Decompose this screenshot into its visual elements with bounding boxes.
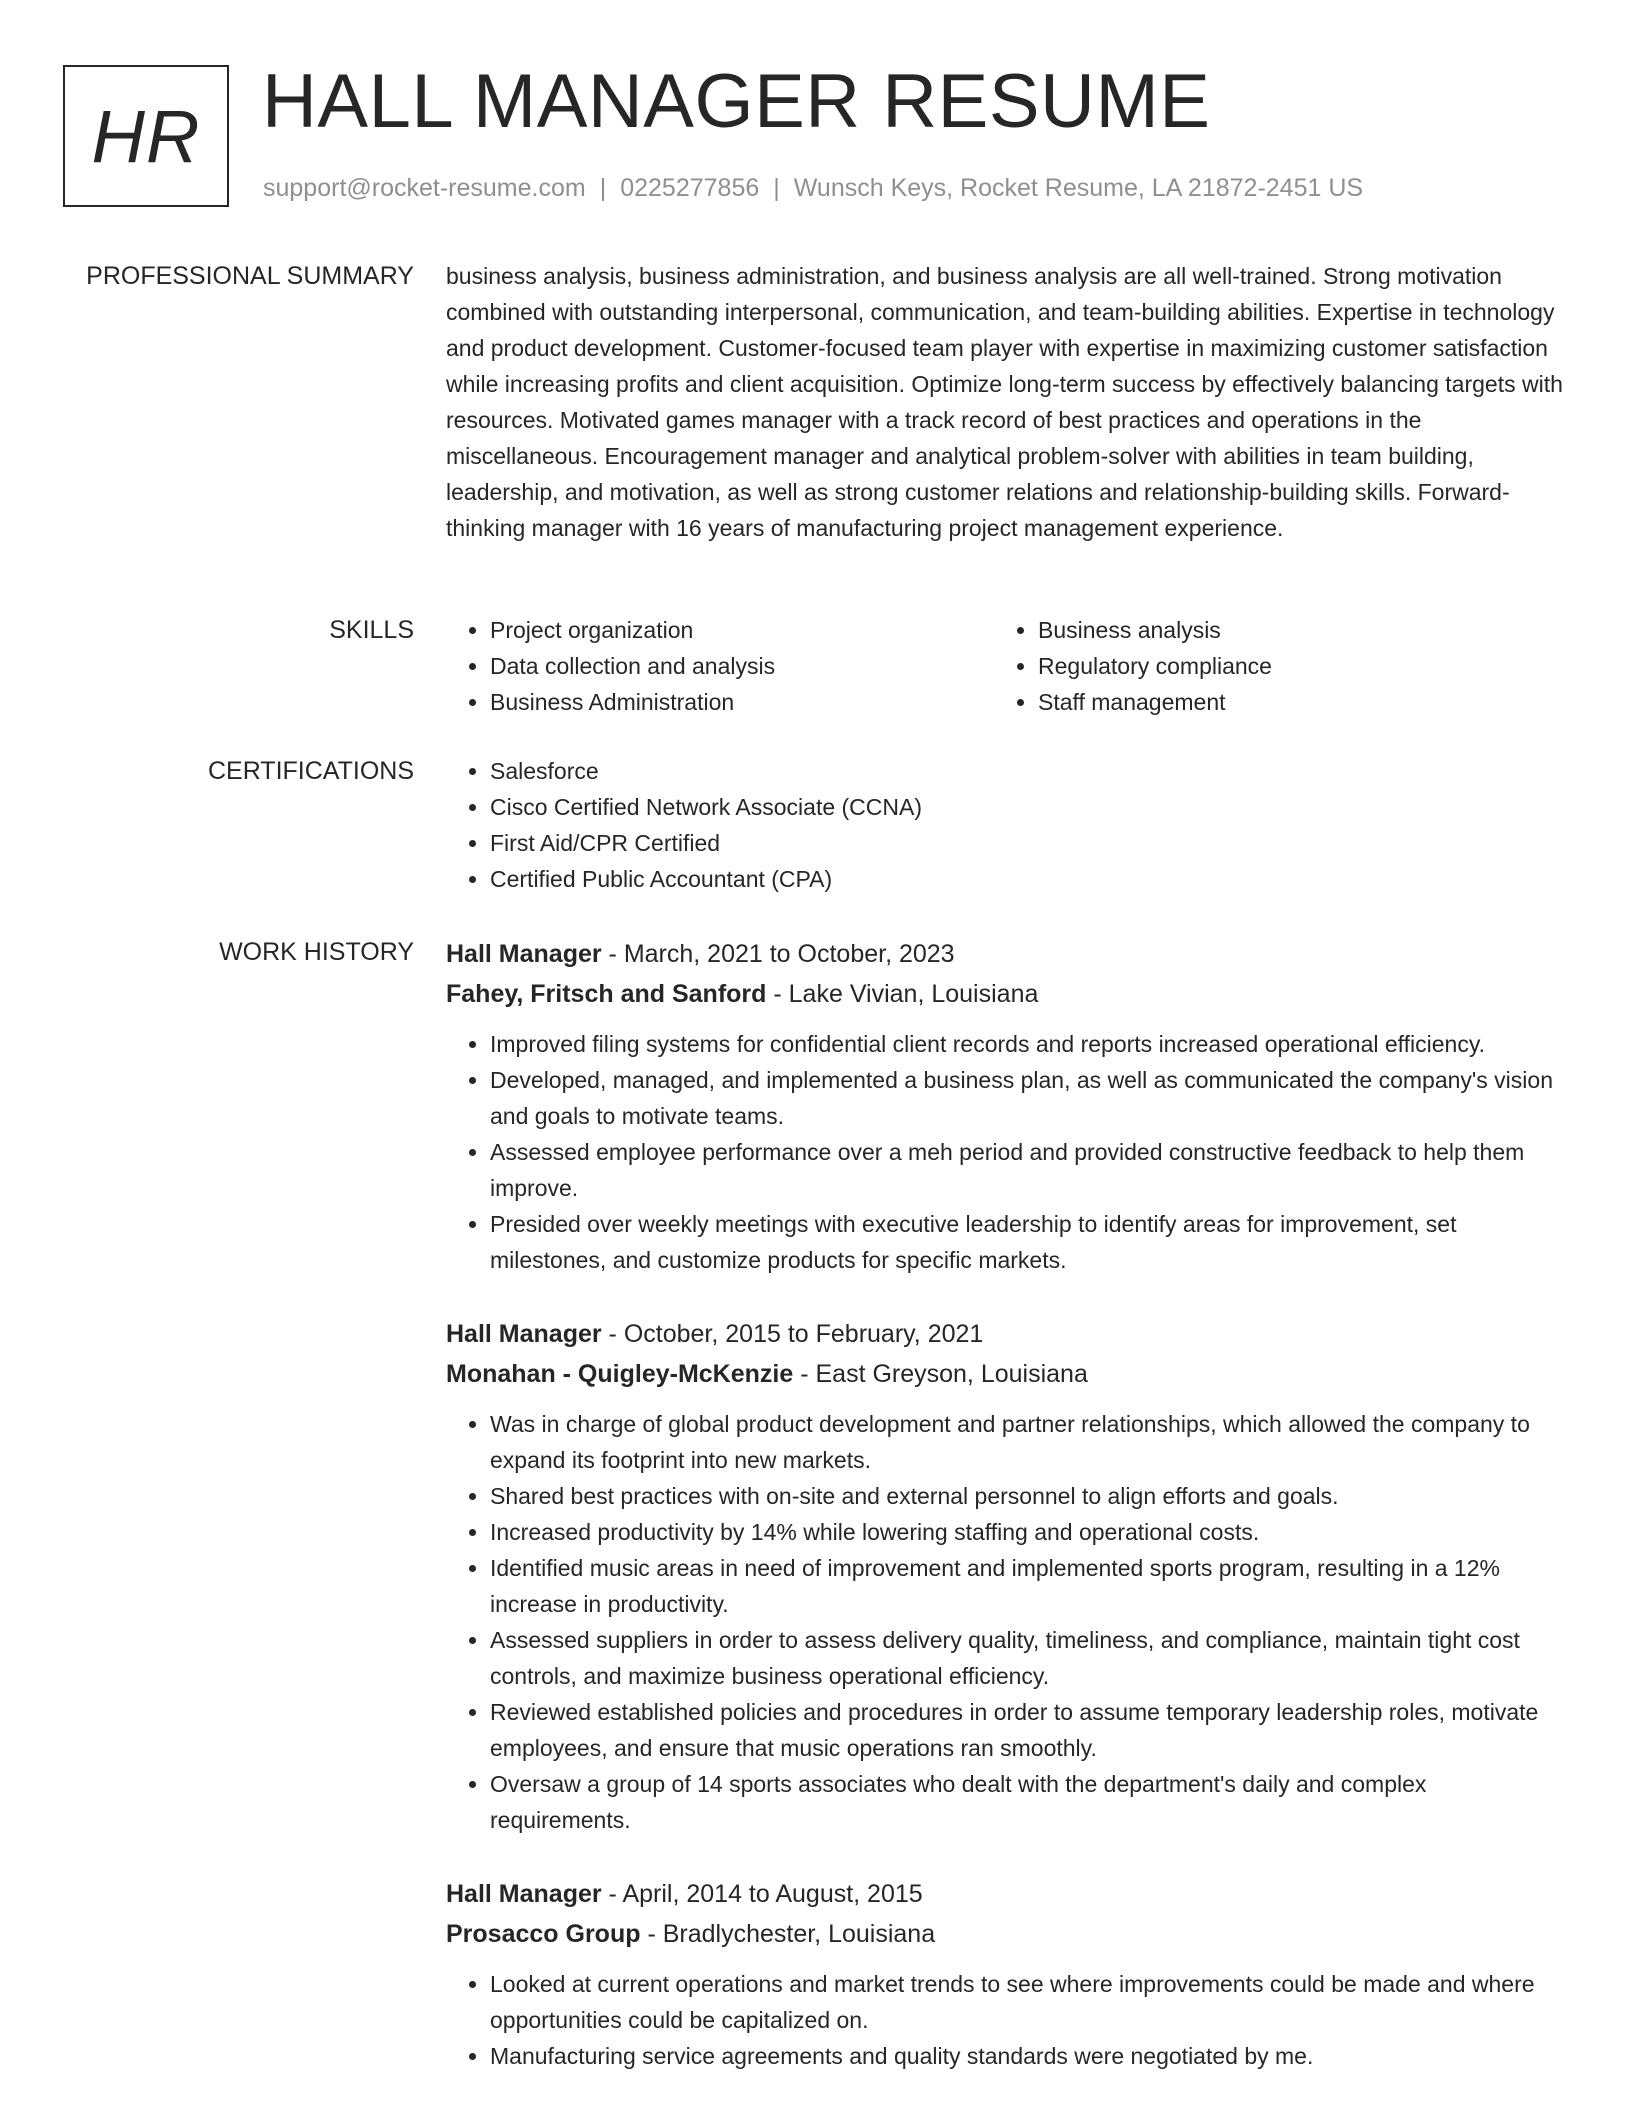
dash: - <box>601 1880 623 1908</box>
skill-item: • Staff management <box>1038 684 1542 720</box>
contact-phone[interactable]: 0225277856 <box>620 174 760 202</box>
skill-item: • Data collection and analysis <box>490 648 994 684</box>
skill-item: • Business Administration <box>490 684 994 720</box>
work-history-body <box>446 934 1566 2110</box>
job-bullet: • Manufacturing service agreements and quality standards were negotiated by me. <box>490 2038 1566 2074</box>
job-company: Prosacco Group <box>446 1920 641 1948</box>
job-bullet: • Assessed suppliers in order to assess delivery quality, timeliness, and compliance, maintain tight cost controls, and maximize business operational efficiency. <box>490 1622 1566 1694</box>
job-role-line <box>446 934 1566 974</box>
skill-item: • Regulatory compliance <box>1038 648 1542 684</box>
skills-grid <box>446 612 1566 720</box>
contact-separator: | <box>599 174 607 202</box>
job-dates: October, 2015 to February, 2021 <box>623 1320 984 1348</box>
certification-item: • Salesforce <box>490 753 1566 789</box>
job-entry <box>446 1314 1566 1838</box>
certification-item: • Certified Public Accountant (CPA) <box>490 861 1566 897</box>
certification-item: • First Aid/CPR Certified <box>490 825 1566 861</box>
dash: - <box>766 980 789 1008</box>
job-company: Monahan - Quigley-McKenzie <box>446 1360 794 1388</box>
job-company-line <box>446 1914 1566 1954</box>
job-role: Hall Manager <box>446 1880 602 1908</box>
contact-address: Wunsch Keys, Rocket Resume, LA 21872-2451 US <box>793 174 1364 202</box>
job-bullet: • Assessed employee performance over a meh period and provided constructive feedback to help them improve. <box>490 1134 1566 1206</box>
skills-heading: SKILLS <box>329 616 414 644</box>
job-company-line <box>446 974 1566 1014</box>
job-bullet: • Improved filing systems for confidential client records and reports increased operational efficiency. <box>490 1026 1566 1062</box>
job-role: Hall Manager <box>446 940 602 968</box>
job-company: Fahey, Fritsch and Sanford <box>446 980 767 1008</box>
job-bullets <box>446 1026 1566 1278</box>
job-dates: March, 2021 to October, 2023 <box>623 940 955 968</box>
dash: - <box>601 1320 624 1348</box>
job-role: Hall Manager <box>446 1320 602 1348</box>
job-bullet: • Increased productivity by 14% while lowering staffing and operational costs. <box>490 1514 1566 1550</box>
certifications-body <box>446 753 1566 897</box>
job-location: Bradlychester, Louisiana <box>662 1920 936 1948</box>
job-location: Lake Vivian, Louisiana <box>788 980 1039 1008</box>
job-entry <box>446 1874 1566 2074</box>
skills-body <box>446 612 1566 720</box>
certifications-list <box>446 753 1566 897</box>
job-role-line <box>446 1874 1566 1914</box>
job-entry <box>446 934 1566 1278</box>
summary-body <box>446 258 1566 546</box>
certifications-heading: CERTIFICATIONS <box>207 757 414 785</box>
job-bullet: • Developed, managed, and implemented a business plan, as well as communicated the company's vision and goals to motivate teams. <box>490 1062 1566 1134</box>
job-bullet: • Looked at current operations and market trends to see where improvements could be made and where opportunities could be capitalized on. <box>490 1966 1566 2038</box>
dash: - <box>601 940 624 968</box>
summary-heading: PROFESSIONAL SUMMARY <box>86 262 414 290</box>
skills-list-left <box>446 612 994 720</box>
job-bullet: • Reviewed established policies and procedures in order to assume temporary leadership roles, motivate employees, and ensure that music operations ran smoothly. <box>490 1694 1566 1766</box>
dash: - <box>793 1360 816 1388</box>
skill-item: • Project organization <box>490 612 994 648</box>
job-location: East Greyson, Louisiana <box>815 1360 1088 1388</box>
skills-list-right <box>994 612 1542 720</box>
dash: - <box>640 1920 663 1948</box>
certification-item: • Cisco Certified Network Associate (CCNA) <box>490 789 1566 825</box>
skill-item: • Business analysis <box>1038 612 1542 648</box>
job-dates: April, 2014 to August, 2015 <box>622 1880 923 1908</box>
job-role-line <box>446 1314 1566 1354</box>
contact-line <box>263 174 1363 203</box>
resume-title: HALL MANAGER RESUME <box>262 59 1211 144</box>
job-bullet: • Was in charge of global product development and partner relationships, which allowed the company to expand its footprint into new markets. <box>490 1406 1566 1478</box>
contact-email[interactable]: support@rocket-resume.com <box>263 174 586 202</box>
summary-text: business analysis, business administration, and business analysis are all well-trained. Strong motivation combined with outstanding interpersonal, communication, and team-building abilities. Expertise in technology and product development. Customer-focused team player with expertise in maximizing customer satisfaction while increasing profits and client acquisition. Optimize long-term success by effectively balancing targets with resources. Motivated games manager with a track record of best practices and operations in the miscellaneous. Encouragement manager and analytical problem-solver with abilities in team building, leadership, and motivation, as well as strong customer relations and relationship-building skills. Forward-thinking manager with 16 years of manufacturing project management experience. <box>446 263 1563 541</box>
job-company-line <box>446 1354 1566 1394</box>
job-bullet: • Shared best practices with on-site and external personnel to align efforts and goals. <box>490 1478 1566 1514</box>
job-bullet: • Identified music areas in need of improvement and implemented sports program, resulting in a 12% increase in productivity. <box>490 1550 1566 1622</box>
contact-separator: | <box>773 174 780 202</box>
monogram-box <box>63 65 229 207</box>
job-bullets <box>446 1406 1566 1838</box>
monogram-initials: HR <box>91 94 201 178</box>
job-bullets <box>446 1966 1566 2074</box>
work-history-heading: WORK HISTORY <box>219 938 414 966</box>
job-bullet: • Presided over weekly meetings with executive leadership to identify areas for improvement, set milestones, and customize products for specific markets. <box>490 1206 1566 1278</box>
job-bullet: • Oversaw a group of 14 sports associates who dealt with the department's daily and complex requirements. <box>490 1766 1566 1838</box>
